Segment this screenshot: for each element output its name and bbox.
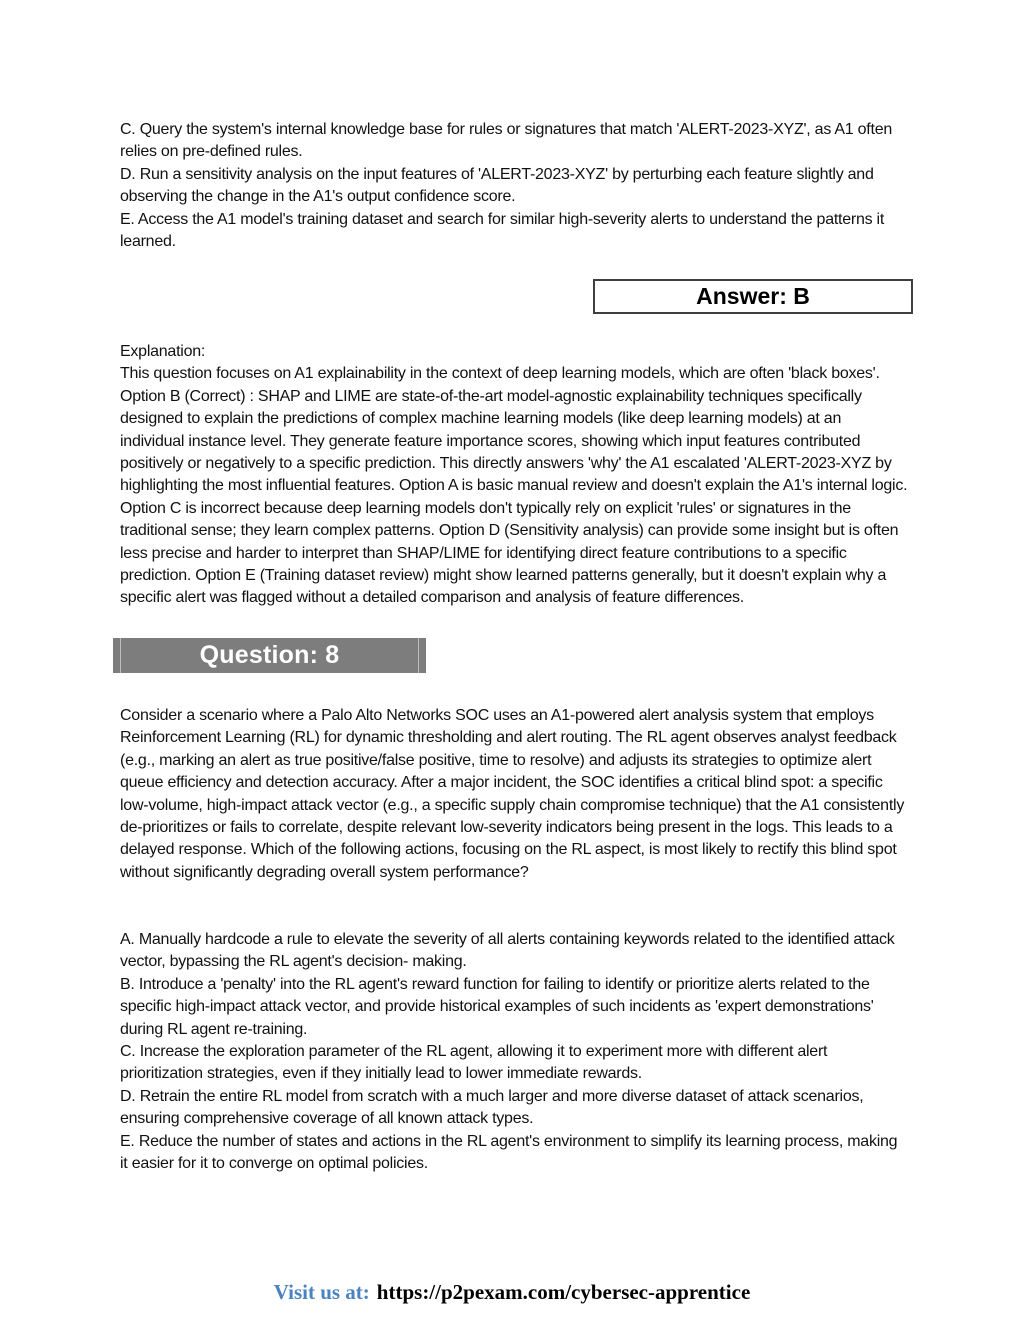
option-b: B. Introduce a 'penalty' into the RL agent's reward function for failing to identify or prioritize alerts related to the specific high-impact attack vector, and provide historical examples of such incidents as 'expert demonstrations' during RL agent re-training.	[120, 975, 874, 1038]
question-header-bar	[113, 638, 426, 673]
page-footer	[0, 1280, 1024, 1305]
previous-question-options	[120, 119, 908, 253]
explanation-body: This question focuses on A1 explainability in the context of deep learning models, which are often 'black boxes'. Option B (Correct) : SHAP and LIME are state-of-the-art model-agnostic explainability techniques specifically designed to explain the predictions of complex machine learning models (like deep learning models) at an individual instance level. They generate feature importance scores, showing which input features contributed positively or negatively to a specific prediction. This directly answers 'why' the A1 escalated 'ALERT-2023-XYZ by highlighting the most influential features. Option A is basic manual review and doesn't explain the A1's internal logic. Option C is incorrect because deep learning models don't typically rely on explicit 'rules' or signatures in the traditional sense; they learn complex patterns. Option D (Sensitivity analysis) can provide some insight but is often less precise and harder to interpret than SHAP/LIME for identifying direct feature contributions to a specific prediction. Option E (Training dataset review) might show learned patterns generally, but it doesn't explain why a specific alert was flagged without a detailed comparison and analysis of feature differences.	[120, 365, 908, 607]
question-header-inner	[120, 638, 419, 673]
option-a: A. Manually hardcode a rule to elevate the severity of all alerts containing keywords related to the identified attack vector, bypassing the RL agent's decision- making.	[120, 931, 895, 971]
option-e: E. Reduce the number of states and actions in the RL agent's environment to simplify its learning process, making it easier for it to converge on optimal policies.	[120, 1132, 898, 1173]
answer-box	[593, 279, 913, 314]
prev-option-e: E. Access the A1 model's training dataset and search for similar high-severity alerts to understand the patterns it learned.	[120, 210, 885, 251]
answer-label: Answer: B	[696, 283, 810, 309]
question-text: Consider a scenario where a Palo Alto Networks SOC uses an A1-powered alert analysis system that employs Reinforcement Learning (RL) for dynamic thresholding and alert routing. The RL agent observes analyst feedback (e.g., marking an alert as true positive/false positive, time to resolve) and adjusts its strategies to optimize alert queue efficiency and detection accuracy. After a major incident, the SOC identifies a critical blind spot: a specific low-volume, high-impact attack vector (e.g., a specific supply chain compromise technique) that the A1 consistently de-prioritizes or fails to correlate, despite relevant low-severity indicators being present in the logs. This leads to a delayed response. Which of the following actions, focusing on the RL aspect, is most likely to rectify this blind spot without significantly degrading overall system performance?	[120, 707, 905, 881]
footer-link[interactable]: https://p2pexam.com/cybersec-apprentice	[376, 1280, 751, 1304]
option-d: D. Retrain the entire RL model from scratch with a much larger and more diverse dataset of attack scenarios, ensuring comprehensive coverage of all known attack types.	[120, 1087, 864, 1128]
footer-visit-label: Visit us at:	[273, 1280, 370, 1304]
question-body	[120, 705, 908, 884]
question-options	[120, 929, 908, 1175]
prev-option-d: D. Run a sensitivity analysis on the input features of 'ALERT-2023-XYZ' by perturbing each feature slightly and observing the change in the A1's output confidence score.	[120, 165, 874, 206]
prev-option-c: C. Query the system's internal knowledge base for rules or signatures that match 'ALERT-2023-XYZ', as A1 often relies on pre-defined rules.	[120, 121, 892, 161]
explanation-section	[120, 341, 908, 610]
explanation-heading: Explanation:	[120, 343, 206, 360]
option-c: C. Increase the exploration parameter of the RL agent, allowing it to experiment more with different alert prioritization strategies, even if they initially lead to lower immediate rewards.	[120, 1043, 828, 1083]
question-header-label: Question: 8	[199, 641, 340, 669]
